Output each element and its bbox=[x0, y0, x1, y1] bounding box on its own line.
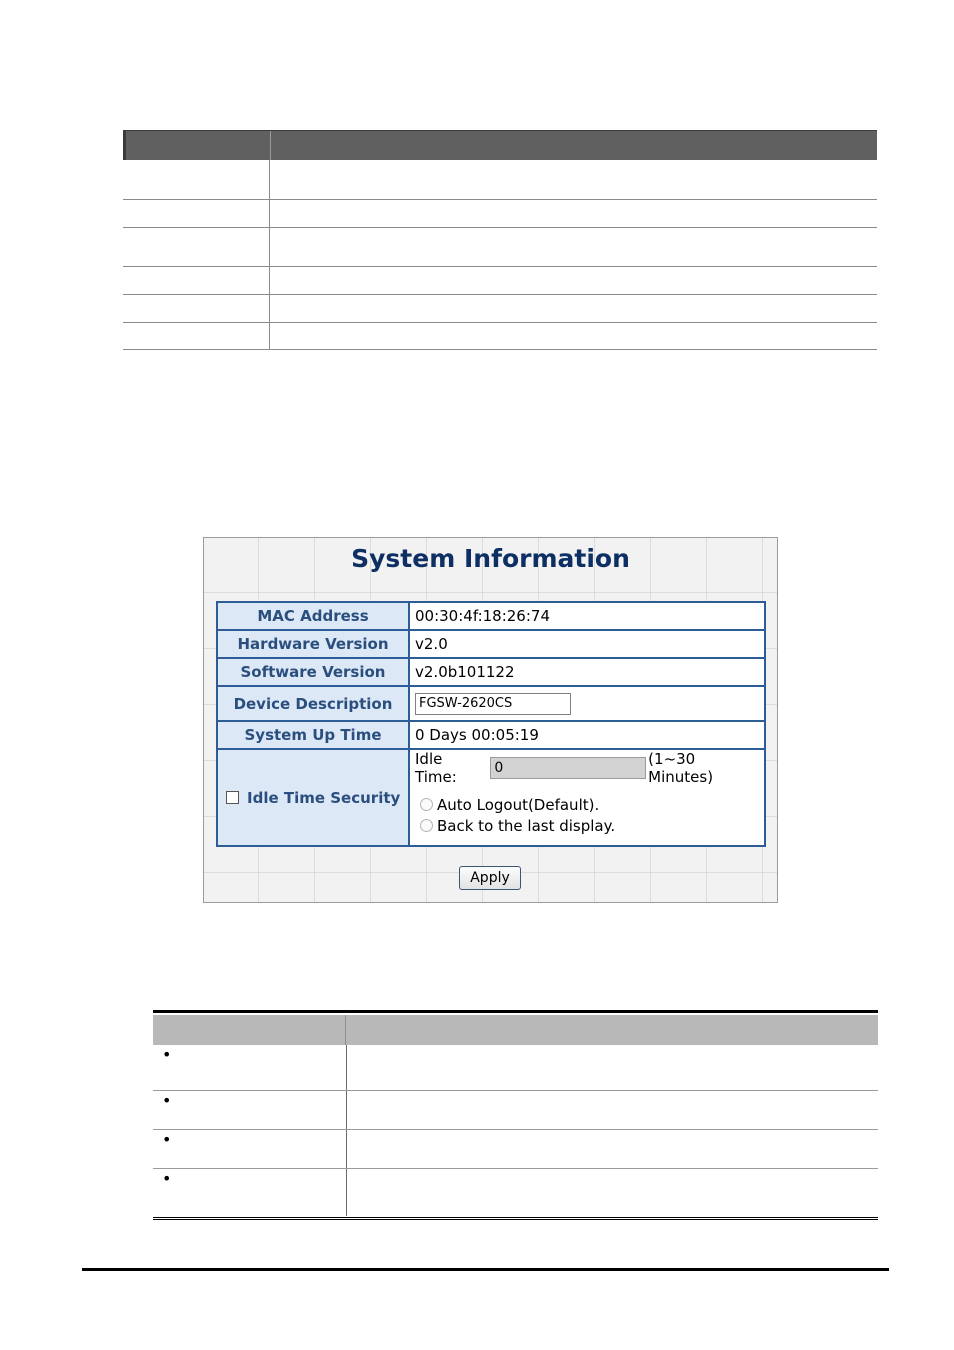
auto-logout-radio[interactable] bbox=[420, 798, 433, 811]
table-row bbox=[217, 749, 765, 846]
table-row bbox=[217, 721, 765, 749]
back-to-last-display-radio[interactable] bbox=[420, 819, 433, 832]
table-row bbox=[123, 200, 877, 228]
table-row bbox=[123, 228, 877, 267]
table-top-rule bbox=[153, 1010, 878, 1013]
idle-time-input[interactable]: 0 bbox=[490, 757, 646, 779]
table-row bbox=[123, 323, 877, 350]
table-row bbox=[123, 295, 877, 323]
panel-title: System Information bbox=[351, 544, 630, 573]
back-to-last-display-label: Back to the last display. bbox=[437, 816, 616, 835]
bullet: • bbox=[162, 1130, 172, 1149]
hardware-version-label: Hardware Version bbox=[217, 630, 409, 658]
device-description-input[interactable]: FGSW-2620CS bbox=[415, 693, 571, 715]
system-up-time-label: System Up Time bbox=[217, 721, 409, 749]
system-info-table bbox=[216, 601, 766, 847]
auto-logout-label: Auto Logout(Default). bbox=[437, 795, 600, 814]
mac-address-value: 00:30:4f:18:26:74 bbox=[409, 602, 765, 630]
system-up-time-value: 0 Days 00:05:19 bbox=[409, 721, 765, 749]
bullet: • bbox=[162, 1091, 172, 1110]
top-table-header bbox=[123, 130, 877, 160]
auto-logout-option[interactable] bbox=[415, 794, 764, 815]
idle-time-security-label: Idle Time Security bbox=[247, 788, 401, 807]
table-row bbox=[153, 1045, 878, 1091]
apply-button[interactable]: Apply bbox=[459, 866, 521, 890]
table-row bbox=[217, 602, 765, 630]
idle-time-label: Idle Time: bbox=[415, 750, 457, 786]
system-information-panel bbox=[203, 537, 778, 903]
idle-time-range: (1~30 Minutes) bbox=[648, 750, 714, 786]
idle-time-security-checkbox[interactable] bbox=[226, 791, 239, 804]
footer-rule bbox=[82, 1268, 889, 1271]
table-row bbox=[123, 267, 877, 295]
mac-address-label: MAC Address bbox=[217, 602, 409, 630]
hardware-version-value: v2.0 bbox=[409, 630, 765, 658]
bottom-table bbox=[153, 1010, 878, 1220]
back-to-last-display-option[interactable] bbox=[415, 815, 764, 836]
table-row bbox=[217, 630, 765, 658]
software-version-label: Software Version bbox=[217, 658, 409, 686]
table-row bbox=[217, 686, 765, 721]
bullet: • bbox=[162, 1045, 172, 1064]
table-bottom-rule bbox=[153, 1217, 878, 1220]
software-version-value: v2.0b101122 bbox=[409, 658, 765, 686]
table-row bbox=[217, 658, 765, 686]
bullet: • bbox=[162, 1169, 172, 1188]
device-description-label: Device Description bbox=[217, 686, 409, 721]
bottom-table-header bbox=[153, 1015, 878, 1045]
top-table bbox=[123, 130, 877, 350]
table-row bbox=[153, 1169, 878, 1216]
table-row bbox=[123, 160, 877, 200]
table-row bbox=[153, 1091, 878, 1130]
table-row bbox=[153, 1130, 878, 1169]
